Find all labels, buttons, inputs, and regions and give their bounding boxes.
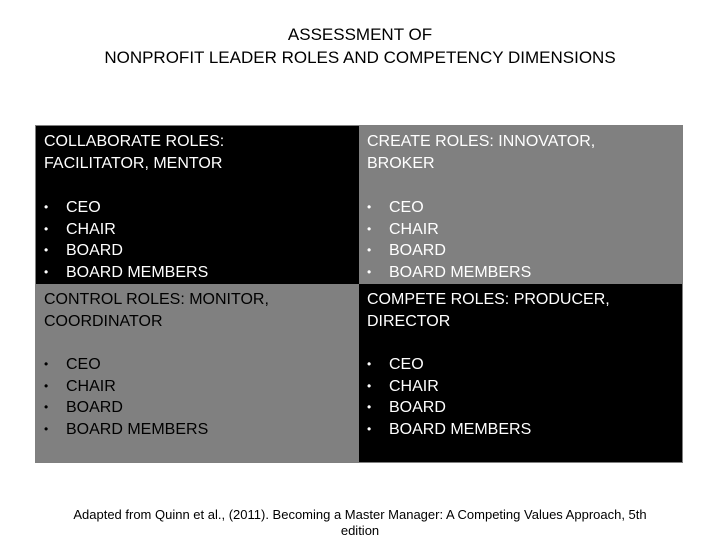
bullet-icon: • <box>367 400 372 415</box>
list-item-label: BOARD <box>389 242 446 260</box>
list-item-label: BOARD <box>66 399 123 417</box>
list-item <box>44 419 351 441</box>
bullet-icon: • <box>367 357 372 371</box>
list-item-label: CHAIR <box>66 220 116 238</box>
bullet-icon: • <box>44 265 49 280</box>
bullet-icon: • <box>44 400 49 415</box>
list-item-label: CHAIR <box>66 377 116 395</box>
citation-footer <box>0 507 720 539</box>
bullet-icon: • <box>367 243 372 258</box>
list-item-label: CEO <box>66 356 101 373</box>
heading-line-1: COLLABORATE ROLES: <box>44 133 225 150</box>
bullet-icon: • <box>367 200 372 214</box>
role-list <box>367 197 674 284</box>
title-line-2: NONPROFIT LEADER ROLES AND COMPETENCY DIMENSIONS <box>104 48 616 67</box>
roles-grid <box>35 125 683 463</box>
list-item <box>367 262 674 284</box>
list-item-label: BOARD MEMBERS <box>389 264 532 282</box>
quadrant-collaborate <box>36 126 359 284</box>
list-item <box>367 397 674 419</box>
list-item <box>44 197 351 219</box>
list-item-label: CEO <box>389 199 424 216</box>
heading-line-2: FACILITATOR, MENTOR <box>44 155 223 172</box>
bullet-icon: • <box>44 378 49 393</box>
heading-line-2: BROKER <box>367 155 435 172</box>
list-item-label: CEO <box>66 199 101 216</box>
heading-line-2: DIRECTOR <box>367 313 451 330</box>
bullet-icon: • <box>367 422 372 437</box>
list-item <box>44 240 351 262</box>
heading-line-1: COMPETE ROLES: PRODUCER, <box>367 291 610 308</box>
bullet-icon: • <box>44 243 49 258</box>
bullet-icon: • <box>367 221 372 236</box>
list-item-label: BOARD <box>389 399 446 417</box>
title-line-1: ASSESSMENT OF <box>287 25 433 44</box>
list-item-label: CHAIR <box>389 377 439 395</box>
list-item-label: CEO <box>389 356 424 373</box>
quadrant-heading <box>44 131 351 175</box>
footer-line-2: edition <box>340 523 380 538</box>
list-item-label: BOARD MEMBERS <box>389 421 532 439</box>
list-item <box>367 419 674 441</box>
list-item <box>367 240 674 262</box>
list-item <box>44 397 351 419</box>
list-item <box>44 354 351 376</box>
role-list <box>44 197 351 284</box>
quadrant-heading <box>367 289 674 333</box>
quadrant-control <box>36 284 359 462</box>
list-item <box>367 197 674 219</box>
list-item-label: BOARD <box>66 242 123 260</box>
bullet-icon: • <box>44 422 49 437</box>
list-item <box>367 376 674 398</box>
heading-line-1: CREATE ROLES: INNOVATOR, <box>367 133 596 150</box>
list-item-label: BOARD MEMBERS <box>66 264 209 282</box>
bullet-icon: • <box>367 378 372 393</box>
bullet-icon: • <box>367 265 372 280</box>
list-item-label: BOARD MEMBERS <box>66 421 209 439</box>
bullet-icon: • <box>44 200 49 214</box>
quadrant-heading <box>44 289 351 333</box>
page-title <box>0 23 720 69</box>
quadrant-create <box>359 126 682 284</box>
list-item <box>367 354 674 376</box>
list-item <box>44 376 351 398</box>
heading-line-1: CONTROL ROLES: MONITOR, <box>44 291 269 308</box>
heading-line-2: COORDINATOR <box>44 313 163 330</box>
footer-line-1: Adapted from Quinn et al., (2011). Becoming a Master Manager: A Competing Values Approach, 5th <box>73 507 647 522</box>
quadrant-heading <box>367 131 674 175</box>
list-item <box>367 219 674 241</box>
role-list <box>44 354 351 441</box>
bullet-icon: • <box>44 357 49 371</box>
list-item-label: CHAIR <box>389 220 439 238</box>
list-item <box>44 262 351 284</box>
quadrant-compete <box>359 284 682 462</box>
bullet-icon: • <box>44 221 49 236</box>
role-list <box>367 354 674 441</box>
list-item <box>44 219 351 241</box>
